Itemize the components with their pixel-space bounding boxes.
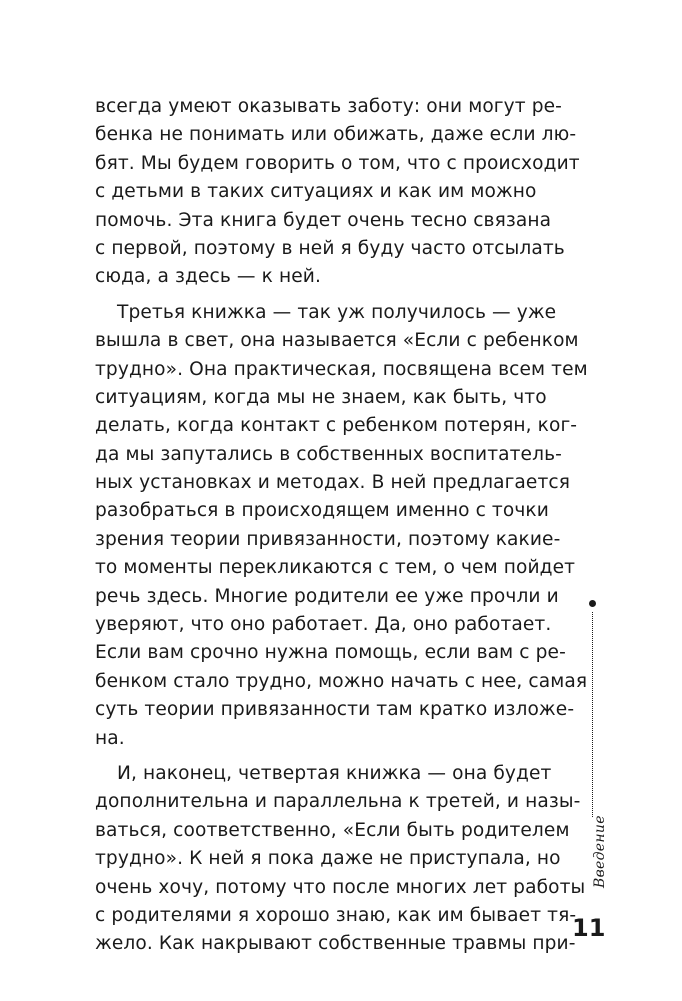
text-line: дополнительна и параллельна к третей, и назы- <box>95 791 581 813</box>
body-text <box>95 93 588 959</box>
text-line: жело. Как накрывают собственные травмы при- <box>95 933 576 955</box>
running-section-title: Введение <box>592 815 608 888</box>
text-line: сюда, а здесь — к ней. <box>95 266 321 288</box>
text-line: трудно». К ней я пока даже не приступала, но <box>95 848 561 870</box>
text-line: бенком стало трудно, можно начать с нее, самая <box>95 670 588 692</box>
text-line: трудно». Она практическая, посвящена всем тем <box>95 358 588 380</box>
text-line: И, наконец, четвертая книжка — она будет <box>117 762 552 784</box>
text-line: ситуациям, когда мы не знаем, как быть, что <box>95 386 547 408</box>
text-line: бят. Мы будем говорить о том, что с происходит <box>95 152 580 174</box>
text-line: речь здесь. Многие родители ее уже прочли и <box>95 585 559 607</box>
text-line: помочь. Эта книга будет очень тесно связана <box>95 209 552 231</box>
text-line: Третья книжка — так уж получилось — уже <box>117 301 557 323</box>
text-line: уверяют, что оно работает. Да, оно работает. <box>95 614 552 636</box>
paragraph-3 <box>95 760 586 959</box>
text-line: всегда умеют оказывать заботу: они могут ре- <box>95 96 562 117</box>
text-line: делать, когда контакт с ребенком потерян, ког- <box>95 415 578 437</box>
text-line: с детьми в таких ситуациях и как им можно <box>95 181 537 203</box>
text-line: вышла в свет, она называется «Если с ребенком <box>95 330 579 352</box>
text-line: на. <box>95 727 125 749</box>
page-number: 11 <box>572 914 606 942</box>
text-line: зрения теории привязанности, поэтому какие- <box>95 528 561 550</box>
text-line: Если вам срочно нужна помощь, если вам с ре- <box>95 642 566 664</box>
text-line: с первой, поэтому в ней я буду часто отсылать <box>95 237 565 259</box>
text-line: с родителями я хорошо знаю, как им бывает тя- <box>95 904 577 926</box>
text-line: ваться, соответственно, «Если быть родителем <box>95 819 570 841</box>
bullet-dot-icon <box>589 600 596 607</box>
text-line: то моменты перекликаются с тем, о чем пойдет <box>95 557 576 579</box>
text-line: очень хочу, потому что после многих лет работы <box>95 876 586 898</box>
paragraph-1 <box>95 93 580 292</box>
text-line: разобраться в происходящем именно с точки <box>95 500 549 522</box>
text-line: бенка не понимать или обижать, даже если лю- <box>95 124 577 146</box>
text-line: ных установках и методах. В ней предлагается <box>95 472 571 494</box>
dotted-rule <box>592 612 593 817</box>
text-line: да мы запутались в собственных воспитатель- <box>95 443 562 465</box>
text-line: суть теории привязанности там кратко изложе- <box>95 699 575 721</box>
paragraph-2 <box>95 299 588 753</box>
